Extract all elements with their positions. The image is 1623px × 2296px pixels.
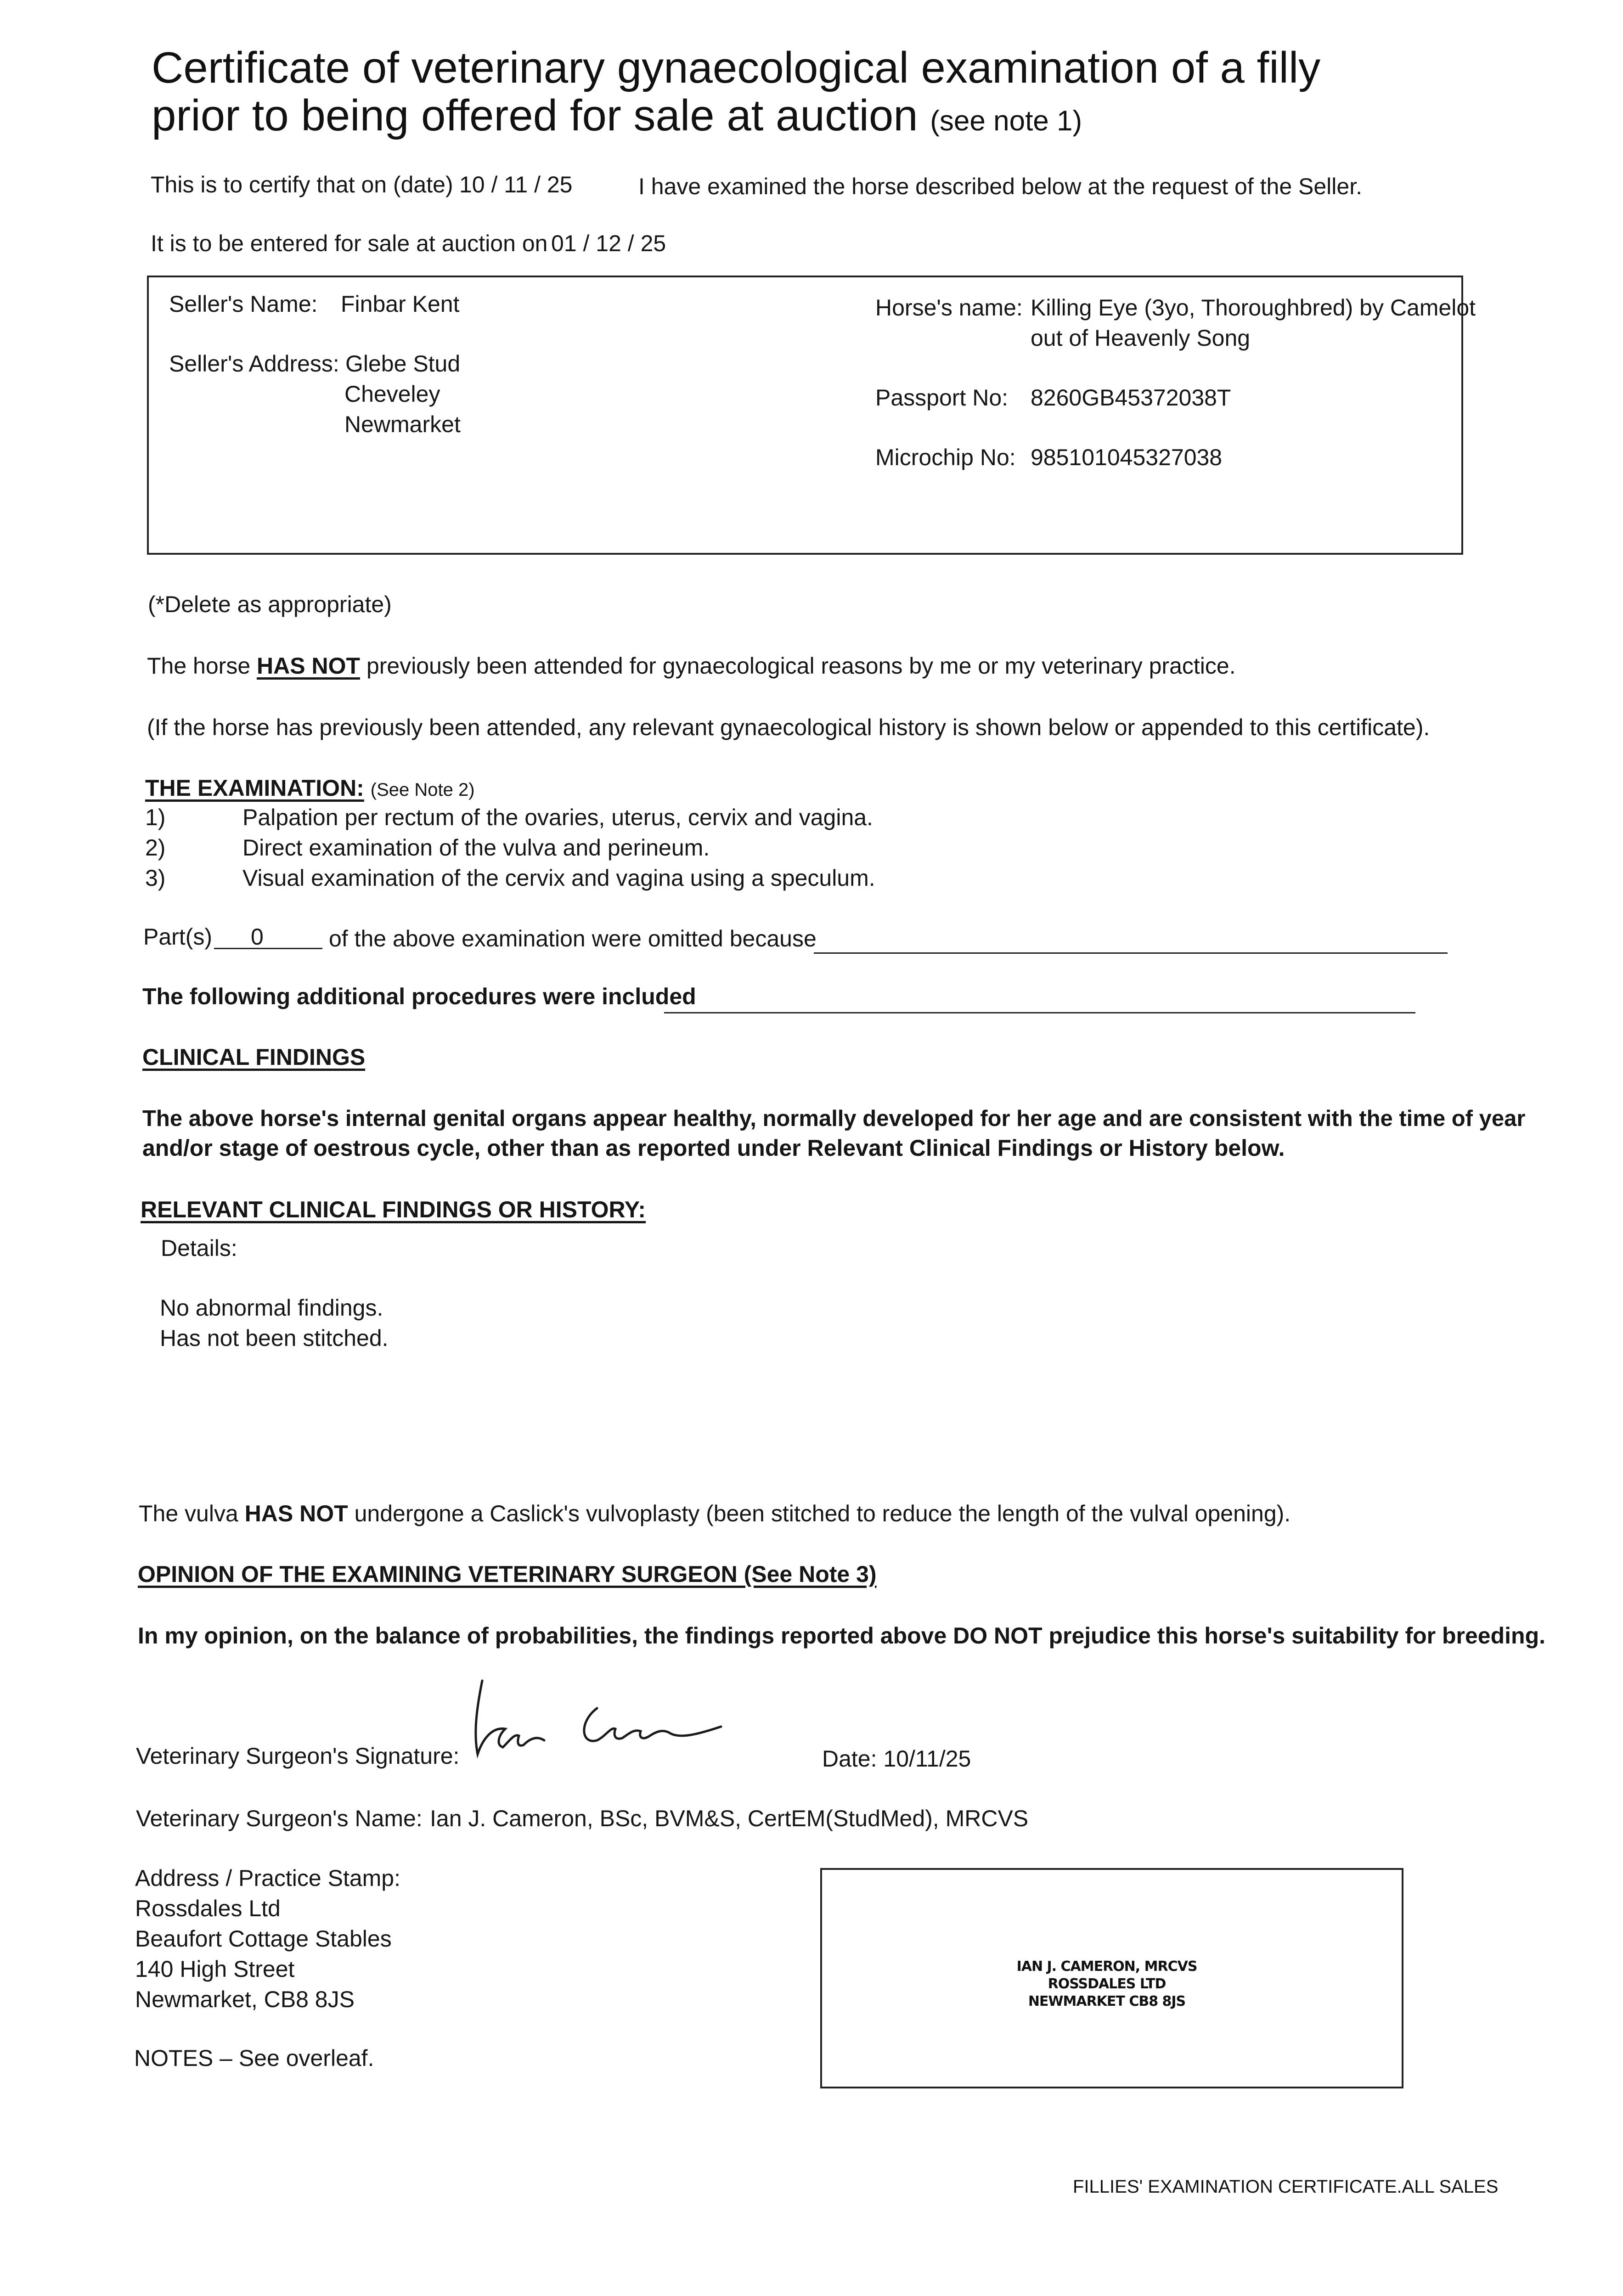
exam-item-2-num: 2) [145, 835, 166, 861]
examination-heading-text: THE EXAMINATION: [145, 775, 364, 801]
signature-label: Veterinary Surgeon's Signature: [136, 1743, 460, 1769]
exam-item-3-text: Visual examination of the cervix and vagina using a speculum. [242, 865, 875, 891]
footer-label: FILLIES' EXAMINATION CERTIFICATE.ALL SALES [1073, 2177, 1499, 2197]
seller-address-line-1: Glebe Stud [345, 351, 461, 377]
opinion-text: In my opinion, on the balance of probabilities, the findings reported above DO NOT prejudice this horse's suitability for breeding. [138, 1623, 1546, 1649]
surgeon-name-label: Veterinary Surgeon's Name: [136, 1806, 423, 1831]
seller-name: Finbar Kent [341, 291, 460, 317]
opinion-heading: OPINION OF THE EXAMINING VETERINARY SURGEON (See Note 3) [138, 1561, 877, 1587]
omitted-prefix: Part(s) [143, 924, 212, 950]
clinical-findings-line-2: and/or stage of oestrous cycle, other than as reported under Relevant Clinical Findings or History below. [142, 1135, 1285, 1161]
delete-note: (*Delete as appropriate) [148, 591, 392, 617]
auction-prefix: It is to be entered for sale at auction on [151, 231, 548, 256]
additional-procedures-line [664, 1012, 1415, 1013]
vulva-statement [139, 1500, 1291, 1527]
additional-procedures-label: The following additional procedures were included [142, 984, 696, 1009]
passport-label: Passport No: [875, 385, 1009, 411]
attended-suffix: previously been attended for gynaecological reasons by me or my veterinary practice. [366, 653, 1236, 679]
surgeon-name: Ian J. Cameron, BSc, BVM&S, CertEM(StudMed), MRCVS [430, 1806, 1029, 1831]
vulva-suffix: undergone a Caslick's vulvoplasty (been stitched to reduce the length of the vulval opening). [354, 1501, 1291, 1526]
history-note: (If the horse has previously been attended, any relevant gynaecological history is shown below or appended to this certificate). [147, 715, 1430, 740]
exam-item-2-text: Direct examination of the vulva and perineum. [242, 835, 710, 861]
seller-name-label: Seller's Name: [169, 291, 318, 317]
omitted-reason-line [814, 952, 1448, 954]
notes-text: NOTES – See overleaf. [134, 2045, 374, 2071]
finding-line-2: Has not been stitched. [160, 1325, 389, 1351]
horse-name-label: Horse's name: [875, 295, 1023, 321]
examination-heading [145, 774, 475, 804]
practice-stamp [983, 1958, 1231, 2010]
exam-item-1-text: Palpation per rectum of the ovaries, uterus, cervix and vagina. [242, 805, 873, 830]
horse-name-line-2: out of Heavenly Song [1031, 325, 1251, 351]
attended-prefix: The horse [147, 653, 251, 679]
certify-prefix: This is to certify that on (date) [151, 172, 453, 197]
exam-item-1-num: 1) [145, 805, 166, 830]
seller-address-line-2: Cheveley [344, 381, 440, 407]
seller-address-line-3: Newmarket [344, 411, 461, 437]
clinical-findings-line-1: The above horse's internal genital organs appear healthy, normally developed for her age and are consistent with the time of year [142, 1106, 1526, 1131]
practice-line-4: Newmarket, CB8 8JS [135, 1986, 355, 2012]
practice-line-1: Rossdales Ltd [135, 1896, 281, 1921]
certify-suffix: I have examined the horse described below at the request of the Seller. [638, 174, 1362, 199]
practice-line-2: Beaufort Cottage Stables [135, 1926, 392, 1952]
stamp-line-2: ROSSDALES LTD [1048, 1976, 1166, 1992]
passport-number: 8260GB45372038T [1031, 385, 1231, 411]
finding-line-1: No abnormal findings. [160, 1295, 383, 1321]
seller-address-label: Seller's Address: [169, 351, 339, 377]
practice-label: Address / Practice Stamp: [135, 1865, 401, 1891]
auction-date: 01 / 12 / 25 [551, 231, 666, 256]
signature-date-value: 10/11/25 [883, 1746, 971, 1772]
vulva-prefix: The vulva [139, 1501, 238, 1526]
stamp-line-3: NEWMARKET CB8 8JS [1028, 1993, 1186, 2009]
exam-date: 10 / 11 / 25 [459, 172, 573, 197]
title-line-2-text: prior to being offered for sale at auction [152, 91, 918, 140]
relevant-findings-heading: RELEVANT CLINICAL FINDINGS OR HISTORY: [141, 1197, 646, 1222]
exam-item-3-num: 3) [145, 865, 166, 891]
omitted-value-line [214, 948, 322, 949]
microchip-label: Microchip No: [875, 445, 1016, 470]
attended-emphasis: HAS NOT [257, 653, 361, 679]
attended-statement [147, 652, 1236, 680]
signature-image [464, 1671, 739, 1763]
omitted-value: 0 [251, 924, 264, 950]
omitted-suffix: of the above examination were omitted because [329, 926, 817, 951]
title-note: (see note 1) [930, 105, 1082, 137]
title-line-1: Certificate of veterinary gynaecological examination of a filly [152, 43, 1321, 92]
signature-date-label: Date: [822, 1746, 877, 1772]
horse-name-line-1: Killing Eye (3yo, Thoroughbred) by Camelot [1031, 295, 1476, 321]
clinical-findings-heading: CLINICAL FINDINGS [142, 1044, 366, 1070]
page-title [152, 44, 1320, 145]
stamp-line-1: IAN J. CAMERON, MRCVS [1016, 1958, 1197, 1975]
signature-date [822, 1745, 971, 1773]
vulva-emphasis: HAS NOT [244, 1501, 348, 1526]
examination-note: (See Note 2) [370, 780, 475, 800]
details-label: Details: [161, 1235, 237, 1261]
microchip-number: 985101045327038 [1031, 445, 1223, 470]
title-line-2 [152, 92, 1320, 145]
practice-line-3: 140 High Street [135, 1956, 295, 1982]
